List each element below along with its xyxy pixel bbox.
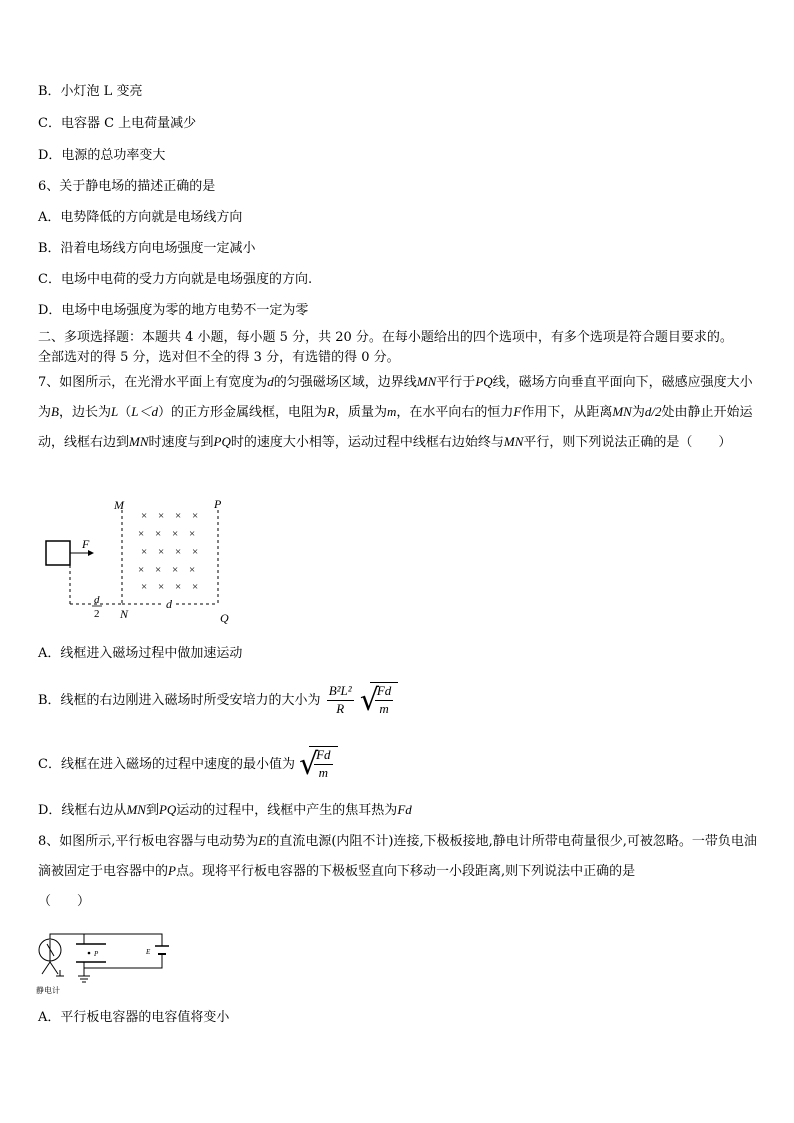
q6-option-b: B．沿着电场线方向电场强度一定减小 <box>38 241 256 256</box>
q6-option-c: C．电场中电荷的受力方向就是电场强度的方向. <box>38 272 313 287</box>
field-crosses <box>138 510 198 593</box>
label-e: E <box>146 948 151 956</box>
dim-half-num: d <box>94 594 100 606</box>
q8-capacitor-circuit-figure <box>34 926 179 998</box>
electrometer-label: 静电计 <box>36 986 60 995</box>
label-m: M <box>114 498 124 512</box>
field-cross: × <box>175 581 182 593</box>
field-cross: × <box>158 581 165 593</box>
field-cross: × <box>192 510 199 522</box>
q8-blank: （ ） <box>38 894 91 909</box>
field-cross: × <box>141 581 148 593</box>
field-cross: × <box>189 564 196 576</box>
field-cross: × <box>192 581 199 593</box>
q7-option-d: D．线框右边从MN到PQ运动的过程中，线框中产生的焦耳热为Fd <box>38 802 412 818</box>
q7-option-b-sqrt: √ $\frac{Fd}{m}$ <box>360 682 398 719</box>
label-p: P <box>214 497 222 511</box>
field-cross: × <box>172 564 179 576</box>
q5-option-d: D．电源的总功率变大 <box>38 148 166 163</box>
field-cross: × <box>138 564 145 576</box>
field-cross: × <box>192 546 199 558</box>
field-cross: × <box>158 546 165 558</box>
q7-stem: 7、如图所示，在光滑水平面上有宽度为d的匀强磁场区域，边界线MN平行于PQ线，磁场方向垂直平面向下，磁感应强度大小为B，边长为L（L＜d）的正方形金属线框，电阻为R，质量为m，在水平向右的恒力F作用下，从距离MN为d/2处由静止开始运动，线框右边到MN时速度与到PQ时的速度大小相等，运动过程中线框右边始终与MN平行，则下列说法正确的是（ ） <box>38 374 753 450</box>
dim-d-label: d <box>166 597 172 611</box>
q7-option-c: C．线框在进入磁场的过程中速度的最小值为 √ $\frac{Fd}{m}$ <box>38 746 338 783</box>
dim-half-den: 2 <box>94 608 100 620</box>
q5-option-b: B．小灯泡 L 变亮 <box>38 84 143 99</box>
q6-stem: 6、关于静电场的描述正确的是 <box>38 179 216 194</box>
q8-stem: 8、如图所示,平行板电容器与电动势为E的直流电源(内阻不计)连接,下极板接地,静电计所带电荷量很少,可被忽略。一带负电油滴被固定于电容器中的P点。现将平行板电容器的下极板竖直向下移动一小段距离,则下列说法中正确的是 <box>38 833 757 879</box>
q7-option-b-fraction: $\frac{\text{B²L²}}{R}$ <box>328 683 352 716</box>
q7-option-c-sqrt: √ $\frac{Fd}{m}$ <box>299 746 337 783</box>
square-frame <box>46 541 70 565</box>
label-p: P <box>94 950 99 958</box>
field-cross: × <box>172 528 179 540</box>
section2-line2: 全部选对的得 5 分，选对但不全的得 3 分，有选错的得 0 分。 <box>38 350 400 365</box>
label-n: N <box>120 607 129 621</box>
section2-line1: 二、多项选择题：本题共 4 小题，每小题 5 分，共 20 分。在每小题给出的四个选项中，有多个选项是符合题目要求的。 <box>38 330 733 345</box>
field-cross: × <box>189 528 196 540</box>
electrometer-leg-left <box>42 962 50 974</box>
wire-top-left <box>50 934 84 944</box>
q5-option-c: C．电容器 C 上电荷量减少 <box>38 116 197 131</box>
q7-option-b: B．线框的右边刚进入磁场时所受安培力的大小为 $\frac{\text{B²L²}}{R}$ √ $\frac{Fd}{m}$ <box>38 682 398 719</box>
q8-option-a: A．平行板电容器的电容值将变小 <box>38 1010 230 1025</box>
electrometer-leg-right <box>50 962 58 974</box>
q7-option-a: A．线框进入磁场过程中做加速运动 <box>38 646 243 661</box>
field-cross: × <box>175 546 182 558</box>
field-cross: × <box>141 510 148 522</box>
field-cross: × <box>155 528 162 540</box>
q7-magnetic-field-figure <box>40 496 250 626</box>
label-q: Q <box>220 611 229 625</box>
field-cross: × <box>158 510 165 522</box>
field-cross: × <box>138 528 145 540</box>
field-cross: × <box>155 564 162 576</box>
field-cross: × <box>175 510 182 522</box>
point-p-dot <box>88 952 91 955</box>
q6-option-d: D．电场中电场强度为零的地方电势不一定为零 <box>38 303 309 318</box>
label-f: F <box>82 537 90 551</box>
q6-option-a: A．电势降低的方向就是电场线方向 <box>38 210 243 225</box>
field-cross: × <box>141 546 148 558</box>
